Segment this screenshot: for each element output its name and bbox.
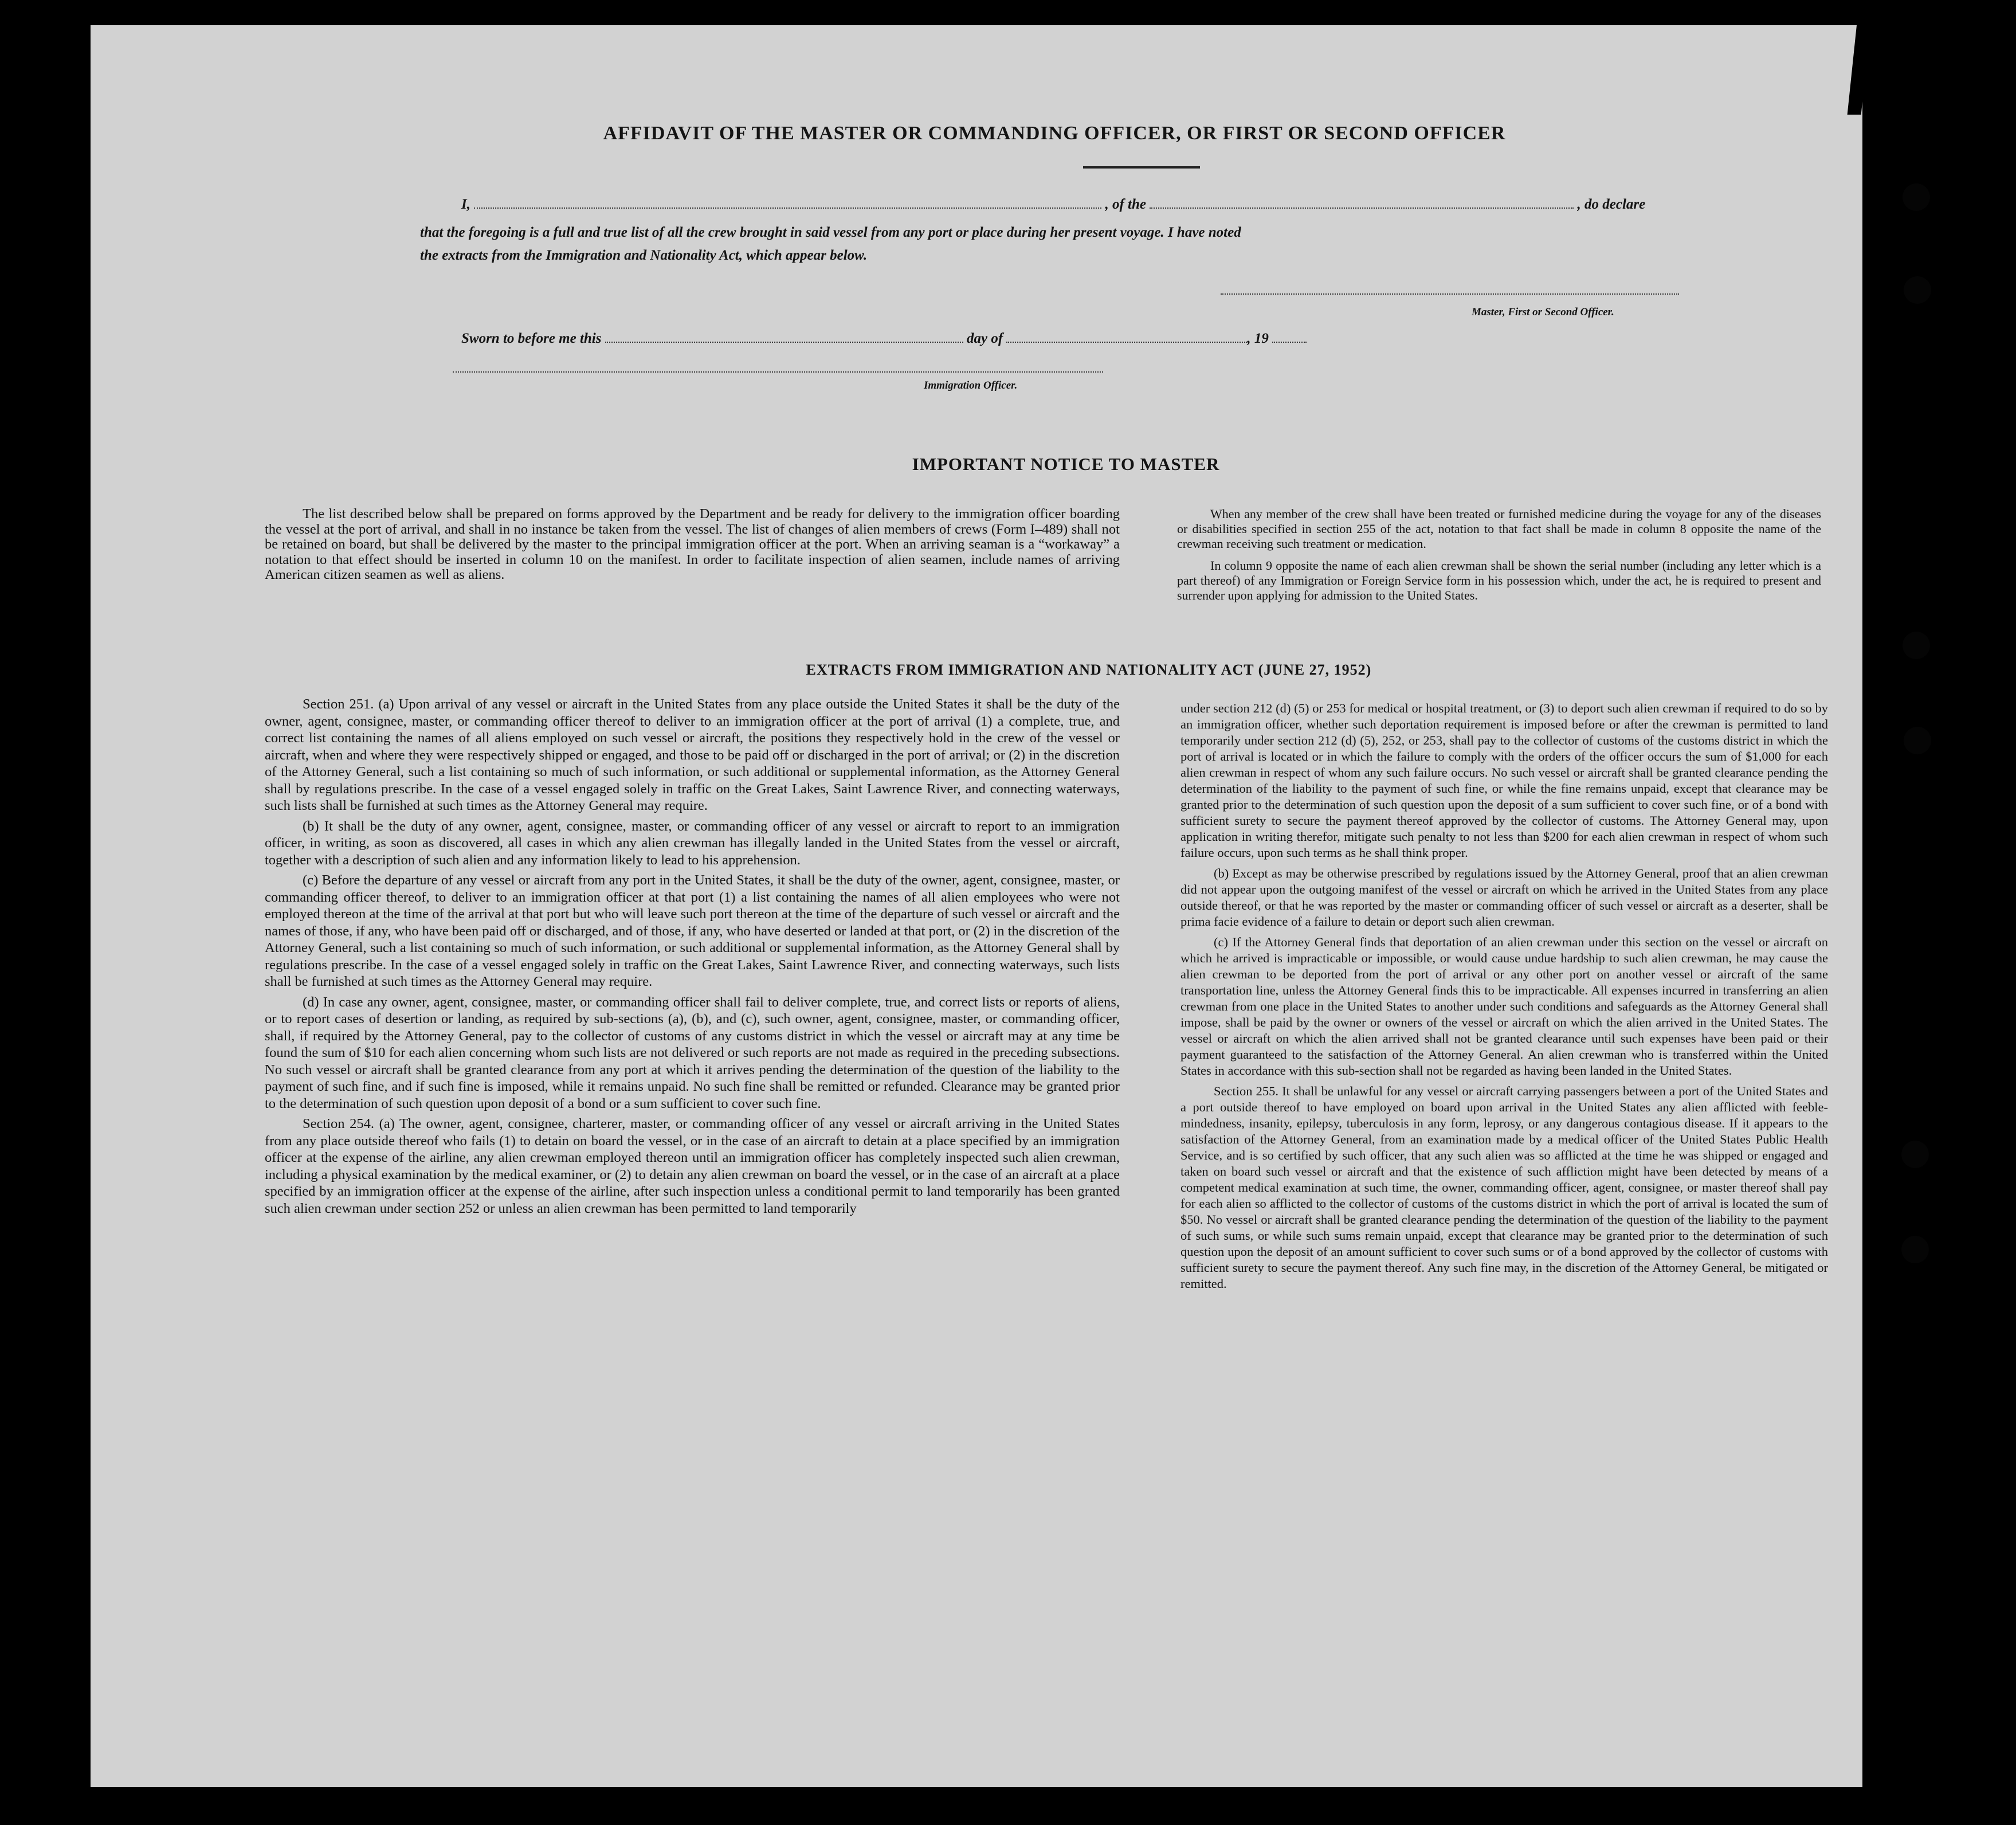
section-254-a: Section 254. (a) The owner, agent, consignee, charterer, master, or commanding officer of any vessel or aircraft arriving in the United States from any place outside thereof who fails (1) to detain on board the vessel, or in the case of an aircraft to detain at a place specified by an immigration officer at the expense of the airline, any alien crewman employed thereon until an immigration officer has completely inspected such alien crewman, including a physical examination by the medical examiner, or (2) to detain any alien crewman on board the vessel, or in the case of an aircraft at a place specified by an immigration officer at the expense of the airline, after such inspection unless a conditional permit to land temporarily has been granted such alien crewman under section 252 or unless an alien crewman has been permitted to land temporarily xyxy=(265,1116,1120,1216)
section-254-b: (b) Except as may be otherwise prescribed by regulations issued by the Attorney General, proof that an alien crewman did not appear upon the outgoing manifest of the vessel or aircraft on which he arrived in the United States from any place outside thereof, or that he was reported by the master or commanding officer of such vessel or aircraft as a deserter, shall be prima facie evidence of a failure to detain or deport such alien crewman. xyxy=(1180,866,1828,929)
section-251-a: Section 251. (a) Upon arrival of any vessel or aircraft in the United States from any place outside the United States it shall be the duty of the owner, agent, consignee, master, or commanding officer thereof to deliver to an immigration officer at the port of arrival (1) a complete, true, and correct list containing the names of all aliens employed on such vessel or aircraft, the positions they respectively hold in the crew of the vessel or aircraft, when and where they were respectively shipped or engaged, and those to be paid off or discharged in the port of arrival; or (2) in the discretion of the Attorney General, such a list containing so much of such information, or such additional or supplemental information, as the Attorney General shall by regulations prescribe. In the case of a vessel engaged solely in traffic on the Great Lakes, Saint Lawrence River, and connecting waterways, such lists shall be furnished at such times as the Attorney General may require. xyxy=(265,696,1120,813)
affidavit-line-3: the extracts from the Immigration and Nationality Act, which appear below. xyxy=(420,248,868,263)
master-signature-line[interactable] xyxy=(1221,293,1679,295)
master-caption: Master, First or Second Officer. xyxy=(1472,306,1614,318)
binder-hole xyxy=(1901,1141,1929,1168)
notice-left-paragraph: The list described below shall be prepared on forms approved by the Department and be ready for delivery to the immigration officer boarding the vessel at the port of arrival, and shall in no instance be taken from the vessel. The list of changes of alien members of crews (Form I–489) shall not be retained on board, but shall be delivered by the master to the principal immigration officer at the port. When an arriving seaman is a “workaway” a notation to that effect should be inserted in column 10 on the manifest. In order to facilitate inspection of alien seamen, include names of arriving American citizen seamen as well as aliens. xyxy=(265,506,1120,582)
notice-right xyxy=(1177,507,1821,610)
year-label: , 19 xyxy=(1247,331,1269,346)
title-rule xyxy=(1083,166,1200,169)
officer-caption: Immigration Officer. xyxy=(924,379,1018,391)
section-251-d: (d) In case any owner, agent, consignee, master, or commanding officer shall fail to deliver complete, true, and correct lists or reports of aliens, or to report cases of desertion or landing, as required by sub-sections (a), (b), and (c), such owner, agent, consignee, master, or commanding officer, shall, if required by the Attorney General, pay to the collector of customs of any customs district in which the vessel or aircraft may at any time be found the sum of $10 for each alien concerning whom such lists are not delivered or such reports are not made as required in the preceding subsections. No such vessel or aircraft shall be granted clearance from any port at which it arrives pending the determination of the question of the liability to the payment of such fine, and if such fine is imposed, while it remains unpaid. No such fine shall be remitted or refunded. Clearance may be granted prior to the determination of such question upon deposit of a bond or a sum sufficient to cover such fine. xyxy=(265,994,1120,1111)
affidavit-line-2: that the foregoing is a full and true list of all the crew brought in said vessel from any port or place during her present voyage. I have noted xyxy=(420,225,1241,240)
sworn-line xyxy=(461,330,1307,347)
binder-hole xyxy=(1904,276,1931,304)
section-255: Section 255. It shall be unlawful for any vessel or aircraft carrying passengers between a port of the United States and a port outside thereof to have employed on board upon arrival in the United States any alien afflicted with feeble-mindedness, insanity, epilepsy, tuberculosis in any form, leprosy, or any dangerous contagious disease. If it appears to the satisfaction of the Attorney General, from an examination made by a medical officer of the United States Public Health Service, and is so certified by such officer, that any such alien was so afflicted at the time he was shipped or engaged and taken on board such vessel or aircraft and that the existence of such affliction might have been detected by means of a competent medical examination at such time, the owner, commanding officer, agent, consignee, or master thereof shall pay for each alien so afflicted to the collector of customs of the customs district in which the port of arrival is located the sum of $50. No vessel or aircraft shall be granted clearance pending the determination of the question of the liability to the payment of such sums, or while such sums remain unpaid, except that clearance may be granted prior to the determination of such question upon the deposit of an amount sufficient to cover such sums or of a bond approved by the collector of customs with sufficient surety to secure the payment thereof. Any such fine may, in the discretion of the Attorney General, be mitigated or remitted. xyxy=(1180,1084,1828,1291)
notice-left xyxy=(265,507,1120,583)
sworn-month-field[interactable] xyxy=(1006,330,1247,343)
affidavit-i-label: I, xyxy=(461,197,470,212)
notice-right-paragraph: In column 9 opposite the name of each alien crewman shall be shown the serial number (including any letter which is a part thereof) of any Immigration or Foreign Service form in his possession which, under the act, he is required to present and surrender upon applying for admission to the United States. xyxy=(1177,558,1821,602)
officer-signature-line[interactable] xyxy=(453,371,1103,373)
section-254-c: (c) If the Attorney General finds that deportation of an alien crewman under this section on the vessel or aircraft on which he arrived is impracticable or impossible, or would cause undue hardship to such alien crewman, he may cause the alien crewman to be deported from the port of arrival or any other port on another vessel or aircraft of the same transportation line, unless the Attorney General finds this to be impracticable. All expenses incurred in transferring an alien crewman from one place in the United States to another under such conditions and safeguards as the Attorney General shall impose, shall be paid by the owner or owners of the vessel or aircraft on which the alien arrived in the United States. The vessel or aircraft on which the alien arrived shall not be granted clearance until such expenses have been paid or their payment guaranteed to the satisfaction of the Attorney General. An alien crewman who is transferred within the United States in accordance with this sub-section shall not be regarded as having been landed in the United States. xyxy=(1180,935,1828,1078)
binder-hole xyxy=(1904,727,1931,754)
vessel-field[interactable] xyxy=(1150,196,1574,209)
notice-right-paragraph: When any member of the crew shall have been treated or furnished medicine during the voyage for any of the diseases or disabilities specified in section 255 of the act, notation to that fact shall be made in column 8 opposite the name of the crewman receiving such treatment or medication. xyxy=(1177,507,1821,551)
extracts-left-column xyxy=(265,696,1120,1220)
name-field[interactable] xyxy=(474,196,1101,209)
sworn-day-field[interactable] xyxy=(605,330,963,343)
notice-heading: IMPORTANT NOTICE TO MASTER xyxy=(912,454,1220,474)
day-of-label: day of xyxy=(966,331,1003,346)
affidavit-title: AFFIDAVIT OF THE MASTER OR COMMANDING OFFICER, OR FIRST OR SECOND OFFICER xyxy=(603,123,1506,144)
binder-hole xyxy=(1903,183,1930,211)
binder-hole xyxy=(1903,632,1930,659)
of-the-label: , of the xyxy=(1105,197,1147,212)
binder-hole xyxy=(1901,1236,1929,1263)
section-251-c: (c) Before the departure of any vessel or aircraft from any port in the United States, it shall be the duty of the owner, agent, consignee, master, or commanding officer thereof, to deliver to an immigration officer at that port (1) a list containing the names of all alien employees who were not employed thereon at the time of the arrival at that port but who will leave such port thereon at the time of the departure of such vessel or aircraft and the names of those, if any, who have been paid off or discharged, and of those, if any, who have deserted or landed at that port, or (2) in the discretion of the Attorney General, such a list containing so much of such information, or such additional or supplemental information, as the Attorney General shall by regulations prescribe. In the case of a vessel engaged solely in traffic on the Great Lakes, Saint Lawrence River, and connecting waterways, such lists shall be furnished at such times as the Attorney General may require. xyxy=(265,872,1120,989)
section-251-b: (b) It shall be the duty of any owner, agent, consignee, master, or commanding officer of any vessel or aircraft to report to an immigration officer, in writing, as soon as discovered, all cases in which any alien crewman has illegally landed in the United States from the vessel or aircraft, together with a description of such alien and any information likely to lead to his apprehension. xyxy=(265,818,1120,868)
affidavit-line-1 xyxy=(461,196,1645,213)
extracts-heading: EXTRACTS FROM IMMIGRATION AND NATIONALITY ACT (JUNE 27, 1952) xyxy=(806,661,1372,678)
sworn-prefix: Sworn to before me this xyxy=(461,331,602,346)
sworn-year-field[interactable] xyxy=(1272,330,1307,343)
extracts-right-column xyxy=(1180,700,1828,1297)
do-declare-label: , do declare xyxy=(1577,197,1646,212)
section-254-a-continued: under section 212 (d) (5) or 253 for medical or hospital treatment, or (3) to deport such alien crewman if required to do so by an immigration officer, whether such deportation requirement is imposed before or after the crewman is permitted to land temporarily under section 212 (d) (5), 252, or 253, shall pay to the collector of customs of the customs district in which the port of arrival is located or in which the failure to comply with the orders of the officer occurs the sum of $1,000 for each alien crewman in respect of whom any such failure occurs. No such vessel or aircraft shall be granted clearance pending the determination of the liability to the payment of such fine, or while the fine remains unpaid, except that clearance may be granted prior to the determination of such question upon the deposit of a sum sufficient to cover such fine, or of a bond with sufficient surety to secure the payment thereof approved by the collector of customs. The Attorney General may, upon application in writing therefor, mitigate such penalty to not less than $200 for each alien crewman in respect of whom such failure occurs, upon such terms as he shall think proper. xyxy=(1180,701,1828,860)
